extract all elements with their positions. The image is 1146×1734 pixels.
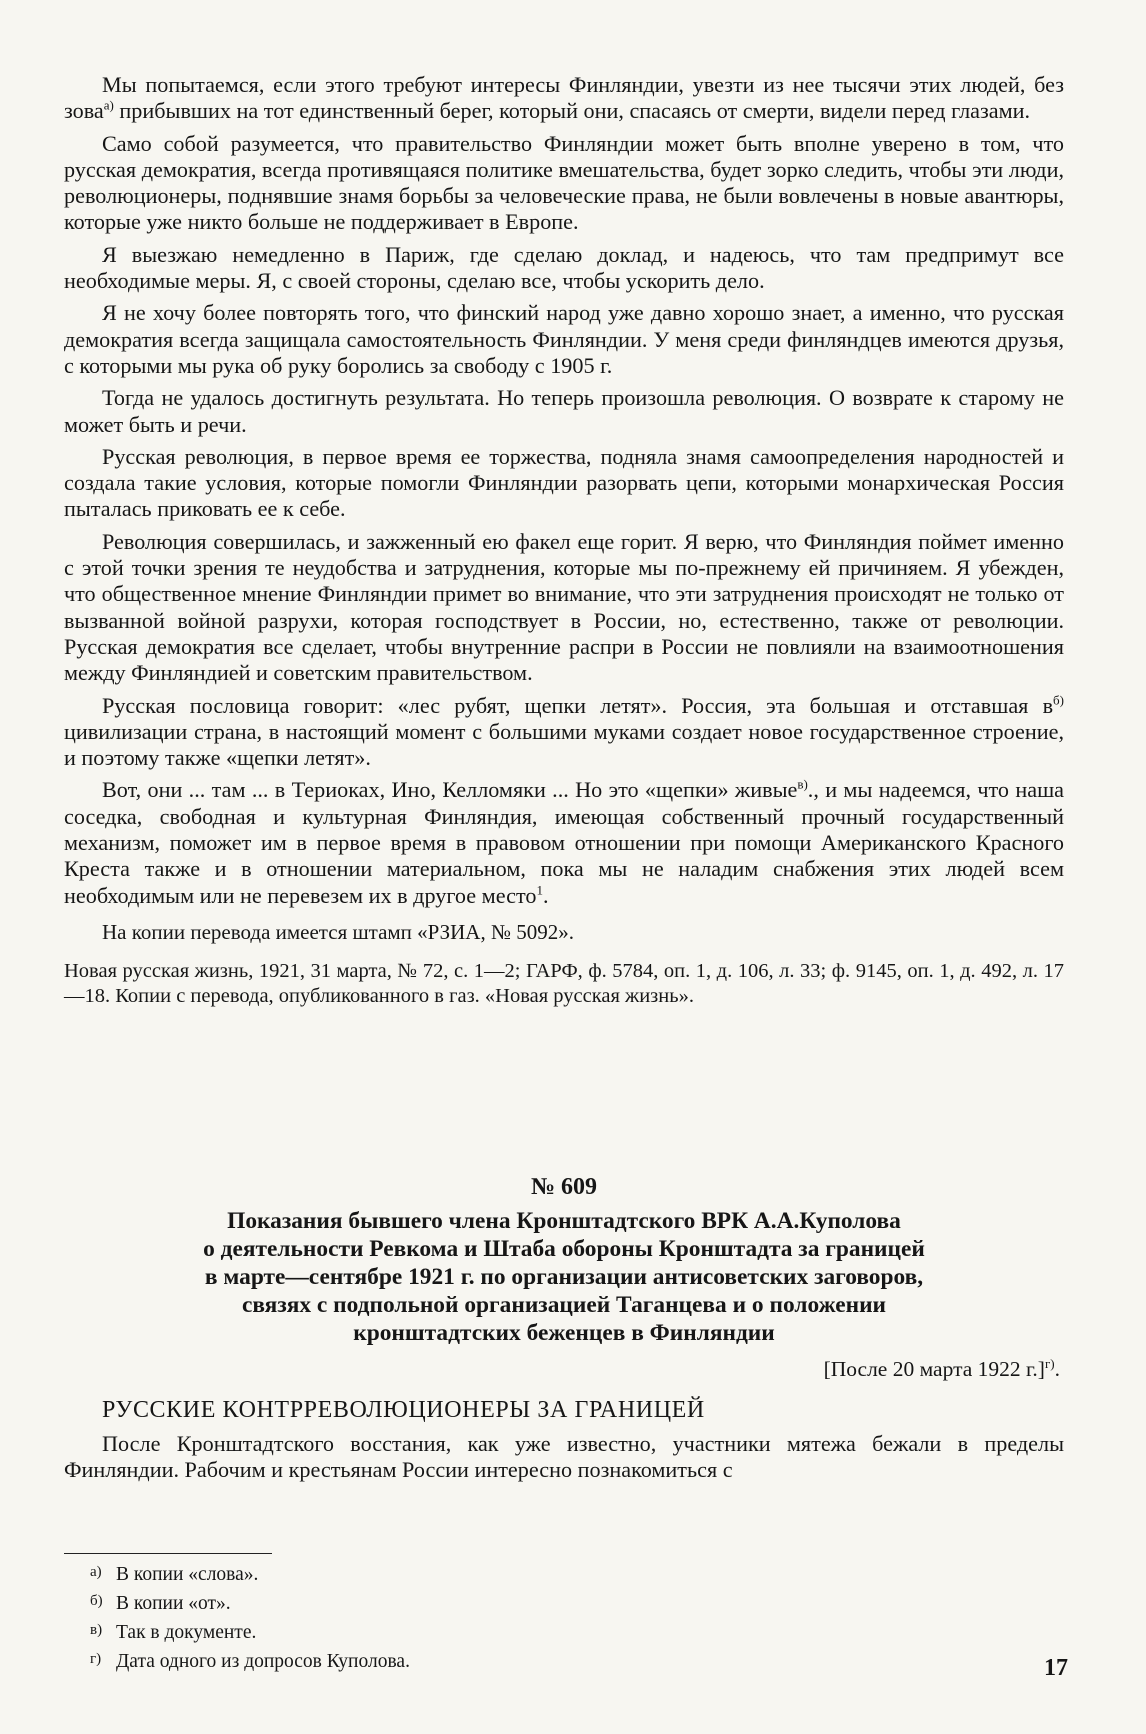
document-date: [После 20 марта 1922 г.]$^{г)}$. [823,1355,1060,1381]
document-number: № 609 [530,1174,598,1200]
source-citation: Новая русская жизнь, 1921, 31 марта, № 72, с. 1—2; ГАРФ, ф. 5784, оп. 1, д. 106, л. 33; ф. 9145, оп. 1, д. 492, л. 17—18. Копии с перевода, опубликованного в газ. «Новая русская жизнь». [64,959,1064,1008]
document-title-line: в марте—сентябре 1921 г. по организации антисоветских заговоров, [204,1264,924,1290]
document-title-line: о деятельности Ревкома и Штаба обороны Кронштадта за границей [203,1236,925,1262]
paragraph: Я не хочу более повторять того, что финский народ уже давно хорошо знает, а именно, что русская демократия всегда защищала самостоятельность Финляндии. У меня среди финляндцев имеются друзья, с которыми мы рука об руку боролись за свободу с 1905 г. [64,300,1064,378]
continuation-text [64,72,1064,1010]
paragraph: Вот, они ... там ... в Териоках, Ино, Келломяки ... Но это «щепки» живые$^{в)}$., и мы надеемся, что наша соседка, свободная и культурная Финляндия, имеющая собственный прочный государственный механизм, поможет им в первое время в правовом отношении при помощи Американского Красного Креста также и в отношении материальном, пока мы не наладим снабжения этих людей всем необходимым или не перевезем их в другое место$^1$. [64,777,1064,908]
stamp-note: На копии перевода имеется штамп «РЗИА, № 5092». [102,919,574,944]
footnote: в) Так в документе. [90,1622,257,1643]
footnotes [90,1559,790,1675]
footnote: г) Дата одного из допросов Куполова. [90,1651,410,1672]
paragraph: После Кронштадтского восстания, как уже известно, участники мятежа бежали в пределы Финляндии. Рабочим и крестьянам России интересно познакомиться с [64,1431,1064,1483]
paragraph: Само собой разумеется, что правительство Финляндии может быть вполне уверено в том, что русская демократия, всегда противящаяся политике вмешательства, будет зорко следить, чтобы эти люди, революционеры, поднявшие знамя борьбы за человеческие права, не были вовлечены в новые авантюры, которые уже никто больше не поддерживает в Европе. [64,130,1064,235]
paragraph: Русская революция, в первое время ее торжества, подняла знамя самоопределения народностей и создала такие условия, которые помогли Финляндии разорвать цепи, которыми монархическая Россия пыталась приковать ее к себе. [64,443,1064,522]
document-title-line: связях с подпольной организацией Таганцева и о положении [241,1292,887,1318]
document-header [64,1173,1064,1484]
paragraph: Революция совершилась, и зажженный ею факел еще горит. Я верю, что Финляндия поймет именно с этой точки зрения те неудобства и затруднения, которые мы по-прежнему ей причиняем. Я убежден, что общественное мнение Финляндии примет во внимание, что эти затруднения происходят не только от вызванной войной разрухи, которая господствует в России, но, естественно, также от революции. Русская демократия все сделает, чтобы внутренние распри в России не повлияли на взаимоотношения между Финляндией и советским правительством. [64,528,1064,686]
section-heading: РУССКИЕ КОНТРРЕВОЛЮЦИОНЕРЫ ЗА ГРАНИЦЕЙ [102,1397,705,1423]
paragraph: Русская пословица говорит: «лес рубят, щепки летят». Россия, эта большая и отставшая $в^{б)}$ цивилизации страна, в настоящий момент с большими муками создает новое государственное строение, и поэтому также «щепки летят». [64,692,1064,771]
footnote-ref: 1 [536,882,543,898]
paragraph: Тогда не удалось достигнуть результата. Но теперь произошла революция. О возврате к старому не может быть и речи. [64,385,1064,437]
paragraph: Я выезжаю немедленно в Париж, где сделаю доклад, и надеюсь, что там предпримут все необходимые меры. Я, с своей стороны, сделаю все, чтобы ускорить дело. [64,241,1064,294]
page-number: 17 [1044,1655,1068,1681]
footnote: а) В копии «слова». [90,1564,259,1585]
document-title-line: кронштадтских беженцев в Финляндии [353,1320,775,1346]
footnote: б) В копии «от». [90,1593,231,1614]
document-title-line: Показания бывшего члена Кронштадтского ВРК А.А.Куполова [227,1208,901,1234]
footnote-divider [64,1553,272,1554]
paragraph: Мы попытаемся, если этого требуют интересы Финляндии, увезти из нее тысячи этих людей, без зова$^{а)}$ прибывших на тот единственный берег, который они, спасаясь от смерти, видели перед глазами. [64,72,1064,124]
